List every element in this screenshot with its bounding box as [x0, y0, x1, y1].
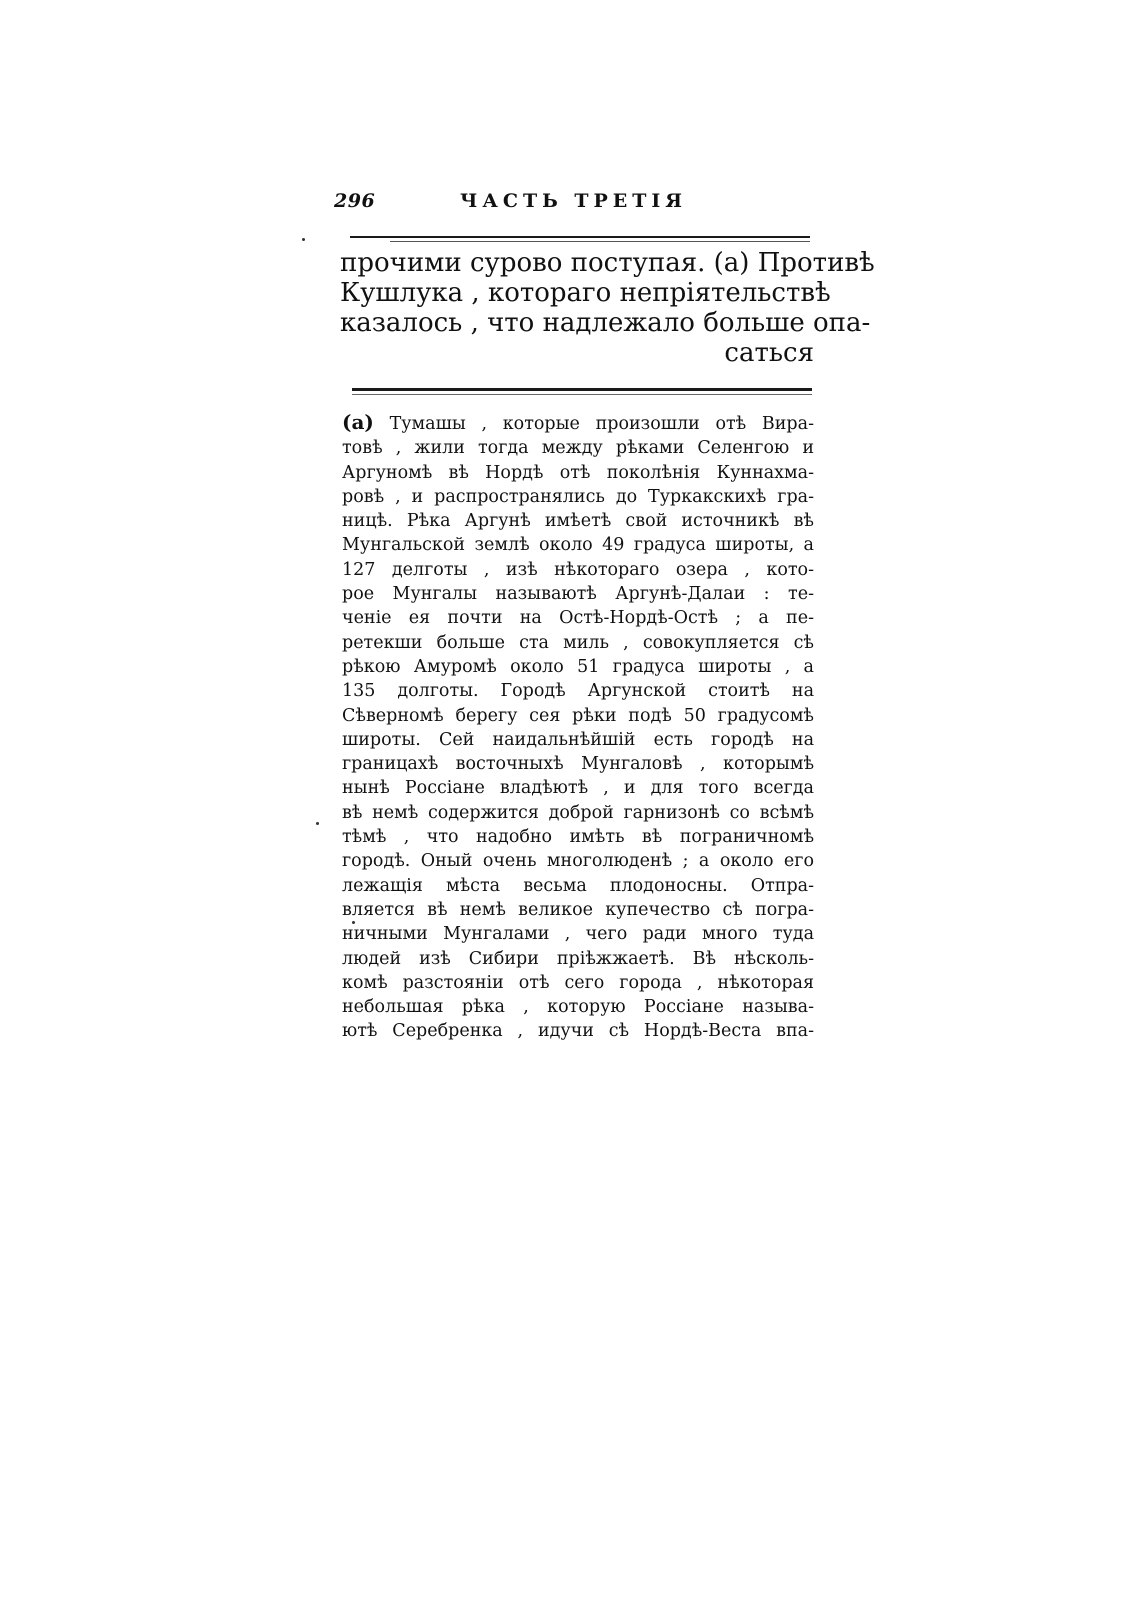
running-head: ЧАСТЬ ТРЕТІЯ: [460, 190, 688, 212]
footnote-line: лежащія мѣста весьма плодоносны. Отпра-: [342, 875, 814, 896]
footnote-line: границахѣ восточныхѣ Мунгаловѣ , которымѣ: [342, 754, 814, 775]
footnote-line: небольшая рѣка , которую Россіане называ-: [342, 997, 814, 1018]
footnote-line: ничными Мунгалами , чего ради много туда: [342, 924, 814, 945]
main-text: [340, 248, 875, 368]
footnote-line: 135 долготы. Городѣ Аргунской стоитѣ на: [342, 681, 814, 702]
page-header: [334, 190, 812, 220]
header-rule-thin: [390, 241, 810, 242]
print-speck: [302, 238, 305, 241]
footnote-line: городѣ. Оный очень многолюденѣ ; а около его: [342, 851, 814, 872]
print-speck: [352, 921, 355, 924]
footnote-rule: [352, 388, 812, 391]
page-number: 296: [334, 190, 376, 212]
footnote-line: ченіе ея почти на Остѣ-Нордѣ-Остѣ ; а пе-: [342, 608, 814, 629]
footnote-line: людей изѣ Сибири пріѣжжаетѣ. Вѣ нѣсколь-: [342, 948, 814, 969]
footnote-line: широты. Сей наидальнѣйшій есть городѣ на: [342, 729, 814, 750]
footnote-line: Мунгальской землѣ около 49 градуса широты, а: [342, 535, 814, 556]
footnote-line: вѣ немѣ содержится доброй гарнизонѣ со всѣмѣ: [342, 802, 814, 823]
footnote-line: нынѣ Россіане владѣютѣ , и для того всегда: [342, 778, 814, 799]
footnote-marker: (а): [342, 410, 374, 434]
footnote-line: ницѣ. Рѣка Аргунѣ имѣетѣ свой источникѣ вѣ: [342, 511, 814, 532]
header-rule: [350, 236, 810, 238]
footnote-line: тѣмѣ , что надобно имѣть вѣ пограничномѣ: [342, 827, 814, 848]
main-text-line: Кушлука , котораго непріятельствѣ: [340, 278, 831, 308]
footnote-line: ютѣ Серебренка , идучи сѣ Нордѣ-Веста впа-: [342, 1021, 814, 1042]
footnote-line: 127 делготы , изѣ нѣкотораго озера , кото-: [342, 559, 814, 580]
footnote: [342, 410, 814, 1044]
footnote-first-line-text: Тумашы , которые произошли отѣ Вира-: [389, 414, 814, 434]
print-speck: [316, 822, 319, 825]
footnote-line: товѣ , жили тогда между рѣками Селенгою и: [342, 438, 814, 459]
main-text-line: казалось , что надлежало больше опа-: [340, 308, 871, 338]
main-text-line: саться: [724, 338, 814, 368]
footnote-line: [342, 410, 814, 436]
footnote-line: вляется вѣ немѣ великое купечество сѣ погра-: [342, 899, 814, 920]
footnote-line: комѣ разстояніи отѣ сего города , нѣкоторая: [342, 972, 814, 993]
main-text-line: прочими сурово поступая. (а) Противѣ: [340, 248, 875, 278]
footnote-line: рое Мунгалы называютѣ Аргунѣ-Далаи : те-: [342, 584, 814, 605]
footnote-line: ровѣ , и распространялись до Туркакскихѣ гра-: [342, 486, 814, 507]
footnote-rule-thin: [352, 394, 812, 395]
footnote-line: ретекши больше ста миль , совокупляется сѣ: [342, 632, 814, 653]
footnote-line: Сѣверномѣ берегу сея рѣки подѣ 50 градусомѣ: [342, 705, 814, 726]
footnote-line: Аргуномѣ вѣ Нордѣ отѣ поколѣнія Куннахма-: [342, 462, 814, 483]
footnote-line: рѣкою Амуромѣ около 51 градуса широты , а: [342, 656, 814, 677]
